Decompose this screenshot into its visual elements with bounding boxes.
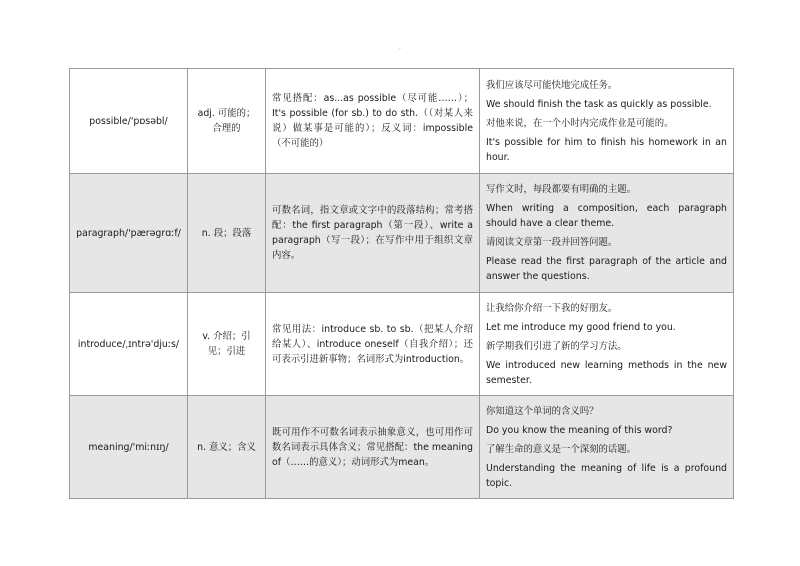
word-cell: introduce/ˌɪntrə'djuːs/ (70, 293, 188, 396)
example-sentence: 让我给你介绍一下我的好朋友。 (486, 302, 618, 314)
usage-cell: 可数名词，指文章或文字中的段落结构；常考搭配：the first paragraph（第一段）、write a paragraph（写一段）；在写作中用于组织文章内容。 (266, 174, 480, 293)
example-sentence: Let me introduce my good friend to you. (486, 321, 676, 333)
example-sentence: Understanding the meaning of life is a profound topic. (486, 462, 727, 489)
page-dot-mark: . (399, 44, 401, 51)
example-sentence: We should finish the task as quickly as possible. (486, 98, 712, 110)
examples-cell (480, 396, 734, 499)
example-sentence: 新学期我们引进了新的学习方法。 (486, 340, 627, 352)
example-sentence: 对他来说，在一个小时内完成作业是可能的。 (486, 117, 674, 129)
examples-cell (480, 174, 734, 293)
part-of-speech-cell: v. 介绍；引见；引进 (188, 293, 266, 396)
table-row (70, 396, 734, 499)
example-sentence: 写作文时，每段都要有明确的主题。 (486, 184, 637, 195)
table-row (70, 69, 734, 174)
example-sentence: Please read the first paragraph of the article and answer the questions. (486, 256, 727, 282)
usage-cell: 常见用法：introduce sb. to sb.（把某人介绍给某人）、introduce oneself（自我介绍）；还可表示引进新事物；名词形式为introduction。 (266, 293, 480, 396)
word-cell: paragraph/'pærəgrɑːf/ (70, 174, 188, 293)
example-sentence: 你知道这个单词的含义吗？ (486, 405, 599, 417)
example-sentence: Do you know the meaning of this word? (486, 424, 673, 436)
examples-cell (480, 69, 734, 174)
usage-cell: 既可用作不可数名词表示抽象意义，也可用作可数名词表示具体含义；常见搭配：the meaning of（……的意义）；动词形式为mean。 (266, 396, 480, 499)
table-row (70, 293, 734, 396)
part-of-speech-cell: n. 段；段落 (188, 174, 266, 293)
word-cell: possible/'pɒsəbl/ (70, 69, 188, 174)
example-sentence: When writing a composition, each paragraph should have a clear theme. (486, 203, 727, 229)
example-sentence: It's possible for him to finish his homework in an hour. (486, 136, 727, 163)
vocabulary-table (69, 68, 734, 499)
part-of-speech-cell: n. 意义；含义 (188, 396, 266, 499)
examples-cell (480, 293, 734, 396)
example-sentence: 了解生命的意义是一个深刻的话题。 (486, 443, 637, 455)
usage-cell: 常见搭配：as...as possible（尽可能……）；It's possible (for sb.) to do sth.（（对某人来说）做某事是可能的）；反义词：impossible（不可能的） (266, 69, 480, 174)
example-sentence: 请阅读文章第一段并回答问题。 (486, 237, 618, 248)
table-row (70, 174, 734, 293)
example-sentence: We introduced new learning methods in the new semester. (486, 359, 727, 386)
word-cell: meaning/'miːnɪŋ/ (70, 396, 188, 499)
example-sentence: 我们应该尽可能快地完成任务。 (486, 79, 618, 91)
part-of-speech-cell: adj. 可能的；合理的 (188, 69, 266, 174)
